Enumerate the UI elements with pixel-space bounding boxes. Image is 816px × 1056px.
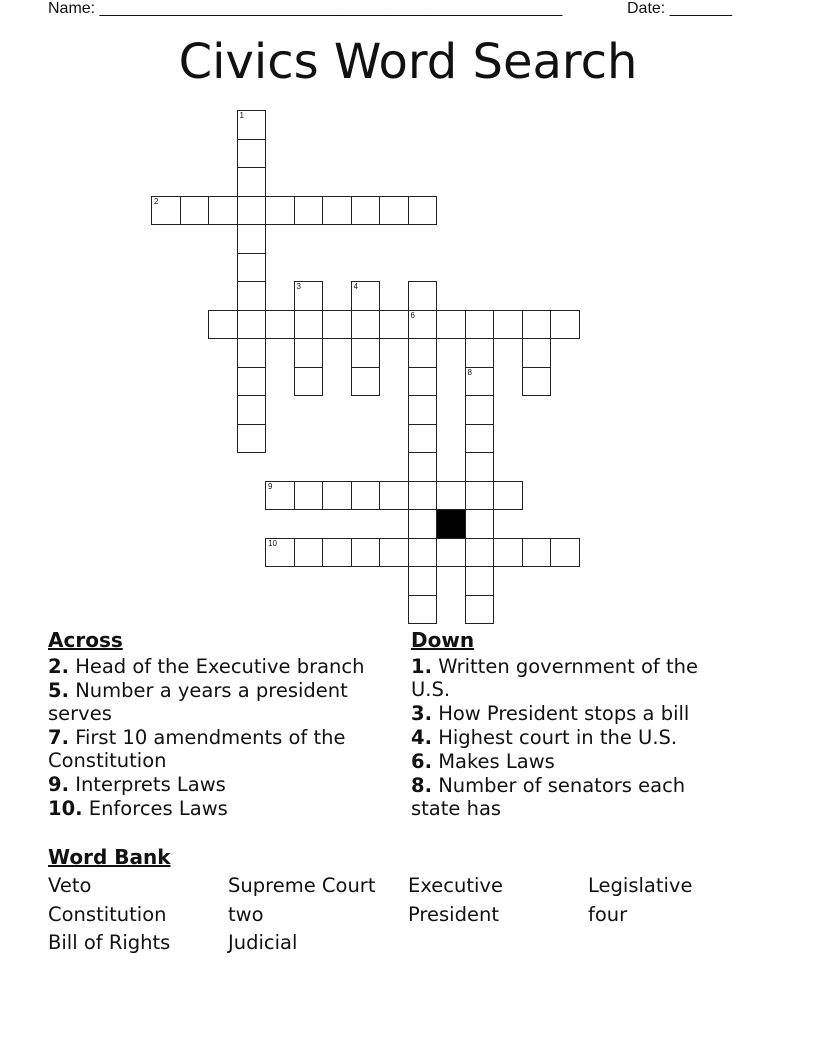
- crossword-cell[interactable]: [237, 395, 267, 425]
- crossword-cell[interactable]: [465, 509, 495, 539]
- clue-text: Number of senators each state has: [411, 774, 686, 820]
- crossword-cell[interactable]: [294, 196, 324, 226]
- crossword-cell[interactable]: [465, 452, 495, 482]
- cell-number: 3: [296, 282, 301, 291]
- clue-down-8: [411, 774, 731, 820]
- name-line[interactable]: Name: ____________________________________________________: [48, 0, 563, 17]
- cell-number: 9: [268, 481, 273, 491]
- word-bank-item: Supreme Court: [228, 874, 376, 897]
- crossword-cell[interactable]: [465, 566, 495, 596]
- crossword-cell[interactable]: [351, 481, 381, 511]
- crossword-cell[interactable]: [351, 310, 381, 340]
- crossword-cell[interactable]: [294, 310, 324, 340]
- cell-number: 8: [467, 367, 472, 377]
- cell-number: 6: [410, 310, 415, 320]
- crossword-cell[interactable]: [294, 367, 324, 397]
- crossword-black-cell: [436, 509, 466, 539]
- clue-text: Head of the Executive branch: [75, 655, 365, 678]
- crossword-cell[interactable]: [237, 424, 267, 454]
- down-clues: [411, 629, 731, 821]
- clue-across-9: [48, 773, 388, 796]
- crossword-cell[interactable]: [379, 538, 409, 568]
- crossword-cell[interactable]: [522, 310, 552, 340]
- crossword-cell[interactable]: [465, 538, 495, 568]
- word-bank-item: Legislative: [588, 874, 693, 897]
- crossword-cell[interactable]: [237, 253, 267, 283]
- clue-number: 6.: [411, 750, 432, 773]
- clue-down-4: [411, 726, 731, 749]
- crossword-cell[interactable]: [408, 452, 438, 482]
- across-clues: [48, 629, 388, 821]
- word-bank-item: Bill of Rights: [48, 931, 171, 954]
- crossword-cell[interactable]: [180, 196, 210, 226]
- crossword-cell[interactable]: [237, 139, 267, 169]
- crossword-cell[interactable]: [237, 167, 267, 197]
- crossword-cell[interactable]: [465, 595, 495, 625]
- crossword-cell[interactable]: [408, 566, 438, 596]
- clue-across-7: [48, 726, 388, 772]
- crossword-cell[interactable]: [465, 424, 495, 454]
- clue-number: 8.: [411, 774, 432, 797]
- clue-text: Number a years a president serves: [48, 679, 348, 725]
- crossword-cell[interactable]: [351, 196, 381, 226]
- clue-number: 4.: [411, 726, 432, 749]
- word-bank-item: Constitution: [48, 903, 167, 926]
- crossword-cell[interactable]: [408, 367, 438, 397]
- crossword-cell[interactable]: [379, 481, 409, 511]
- clue-text: Highest court in the U.S.: [438, 726, 678, 749]
- crossword-cell[interactable]: [208, 310, 238, 340]
- clue-down-1: [411, 655, 731, 701]
- crossword-cell[interactable]: [237, 310, 267, 340]
- clue-down-3: [411, 702, 731, 725]
- clue-number: 3.: [411, 702, 432, 725]
- crossword-cell[interactable]: [408, 395, 438, 425]
- crossword-cell[interactable]: [465, 367, 495, 397]
- word-bank-item: four: [588, 903, 628, 926]
- crossword-cell[interactable]: [351, 338, 381, 368]
- clue-number: 10.: [48, 797, 83, 820]
- crossword-cell[interactable]: [522, 538, 552, 568]
- crossword-cell[interactable]: [408, 196, 438, 226]
- crossword-cell[interactable]: [237, 367, 267, 397]
- crossword-cell[interactable]: [522, 338, 552, 368]
- crossword-cell[interactable]: [294, 338, 324, 368]
- crossword-cell[interactable]: [550, 310, 580, 340]
- crossword-cell[interactable]: [408, 595, 438, 625]
- clue-text: Makes Laws: [438, 750, 555, 773]
- clue-text: Interprets Laws: [75, 773, 226, 796]
- word-bank-item: Judicial: [228, 931, 298, 954]
- crossword-cell[interactable]: [465, 481, 495, 511]
- clue-number: 1.: [411, 655, 432, 678]
- cell-number: 1: [239, 111, 244, 120]
- cell-number: 2: [154, 196, 159, 206]
- crossword-cell[interactable]: [408, 509, 438, 539]
- crossword-cell[interactable]: [465, 338, 495, 368]
- crossword-cell[interactable]: [294, 538, 324, 568]
- crossword-cell[interactable]: [322, 196, 352, 226]
- crossword-cell[interactable]: [522, 367, 552, 397]
- down-heading: Down: [411, 628, 475, 652]
- clue-text: First 10 amendments of the Constitution: [48, 726, 346, 772]
- crossword-cell[interactable]: [294, 281, 324, 311]
- crossword-cell[interactable]: [322, 310, 352, 340]
- cell-number: 4: [353, 282, 358, 291]
- clue-down-6: [411, 750, 731, 773]
- clue-number: 9.: [48, 773, 69, 796]
- crossword-cell[interactable]: [436, 538, 466, 568]
- crossword-cell[interactable]: [408, 281, 438, 311]
- crossword-cell[interactable]: [265, 481, 295, 511]
- crossword-cell[interactable]: [208, 196, 238, 226]
- crossword-cell[interactable]: [550, 538, 580, 568]
- word-bank-item: President: [408, 903, 499, 926]
- clue-text: Enforces Laws: [88, 797, 228, 820]
- date-line[interactable]: Date: _______: [627, 0, 732, 17]
- crossword-cell[interactable]: [265, 196, 295, 226]
- clue-across-2: [48, 655, 388, 678]
- cell-number: 10: [268, 538, 277, 548]
- crossword-cell[interactable]: [408, 481, 438, 511]
- crossword-cell[interactable]: [351, 281, 381, 311]
- crossword-cell[interactable]: [436, 481, 466, 511]
- crossword-cell[interactable]: [408, 424, 438, 454]
- crossword-cell[interactable]: [408, 338, 438, 368]
- crossword-cell[interactable]: [265, 310, 295, 340]
- crossword-cell[interactable]: [465, 310, 495, 340]
- crossword-cell[interactable]: [294, 481, 324, 511]
- crossword-cell[interactable]: [379, 196, 409, 226]
- clue-number: 5.: [48, 679, 69, 702]
- crossword-cell[interactable]: [493, 310, 523, 340]
- clue-across-5: [48, 679, 388, 725]
- crossword-cell[interactable]: [408, 310, 438, 340]
- clue-number: 2.: [48, 655, 69, 678]
- crossword-cell[interactable]: [493, 538, 523, 568]
- crossword-cell[interactable]: [237, 281, 267, 311]
- across-heading: Across: [48, 628, 123, 652]
- crossword-cell[interactable]: [351, 538, 381, 568]
- clue-text: Written government of the U.S.: [411, 655, 698, 701]
- crossword-cell[interactable]: [237, 196, 267, 226]
- crossword-cell[interactable]: [151, 196, 181, 226]
- crossword-cell[interactable]: [237, 110, 267, 140]
- crossword-cell[interactable]: [493, 481, 523, 511]
- crossword-cell[interactable]: [237, 338, 267, 368]
- page-title: Civics Word Search: [178, 34, 638, 90]
- word-bank-item: Veto: [48, 874, 92, 897]
- word-bank-item: two: [228, 903, 264, 926]
- clue-across-10: [48, 797, 388, 820]
- crossword-cell[interactable]: [322, 538, 352, 568]
- crossword-cell[interactable]: [351, 367, 381, 397]
- crossword-cell[interactable]: [322, 481, 352, 511]
- clue-number: 7.: [48, 726, 69, 749]
- crossword-cell[interactable]: [408, 538, 438, 568]
- word-bank-heading: Word Bank: [48, 845, 171, 869]
- crossword-cell[interactable]: [379, 310, 409, 340]
- crossword-cell[interactable]: [465, 395, 495, 425]
- word-bank-item: Executive: [408, 874, 503, 897]
- clue-text: How President stops a bill: [438, 702, 690, 725]
- crossword-cell[interactable]: [265, 538, 295, 568]
- crossword-cell[interactable]: [436, 310, 466, 340]
- crossword-cell[interactable]: [237, 224, 267, 254]
